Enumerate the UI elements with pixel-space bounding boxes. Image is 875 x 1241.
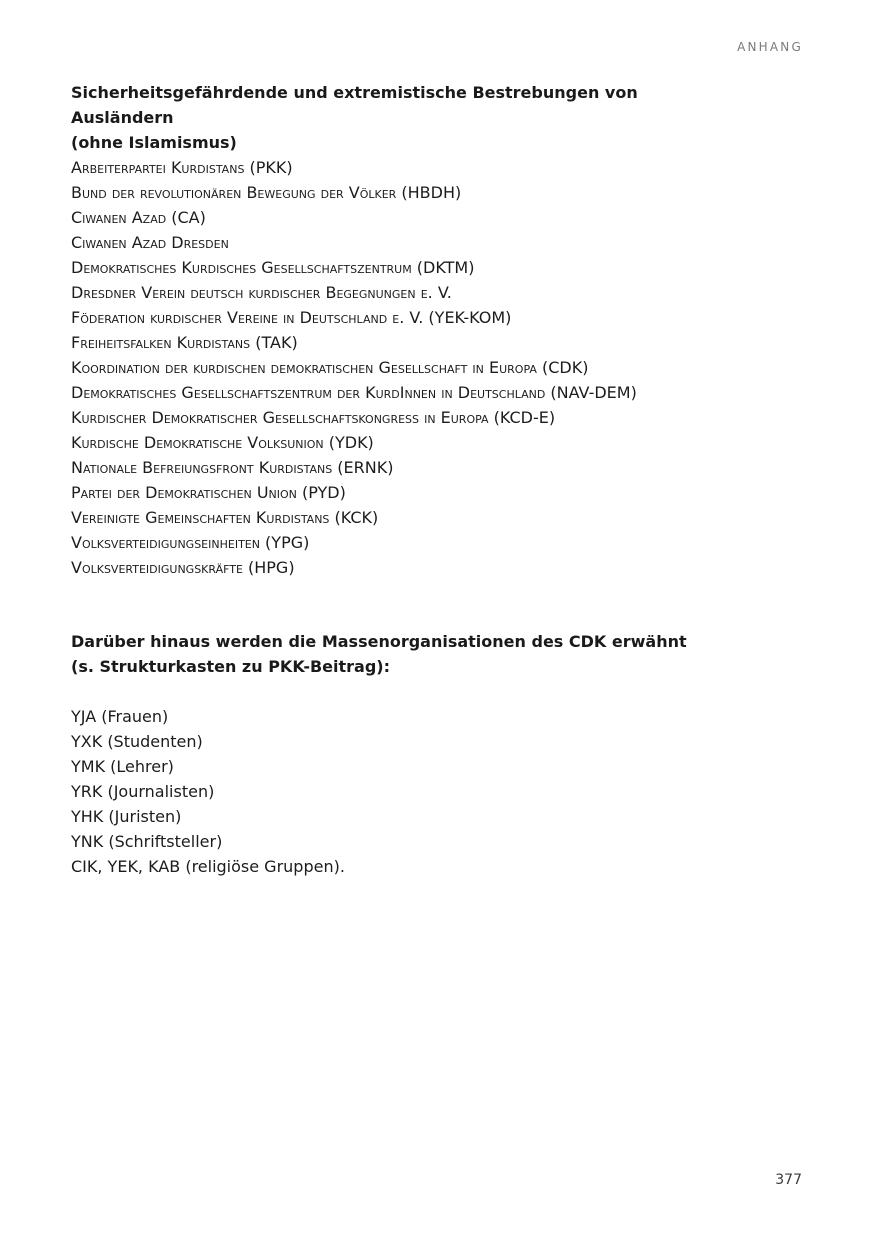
list-item: Dresdner Verein deutsch kurdischer Begegnungen e. V. [71,283,452,302]
heading-line: Sicherheitsgefährdende und extremistische Bestrebungen von Ausländern [71,83,638,127]
list-item: Bund der revolutionären Bewegung der Völker (HBDH) [71,183,462,202]
list-item: Freiheitsfalken Kurdistans (TAK) [71,333,298,352]
list-item: YXK (Studenten) [71,732,203,751]
page-number: 377 [775,1172,802,1188]
mass-organization-list [71,704,345,879]
list-item: Kurdische Demokratische Volksunion (YDK) [71,433,374,452]
section-heading-mass-organizations [71,629,711,679]
list-item: YRK (Journalisten) [71,782,215,801]
list-item: Ciwanen Azad Dresden [71,233,229,252]
list-item: Volksverteidigungskräfte (HPG) [71,558,295,577]
running-head: ANHANG [737,40,803,54]
list-item: YJA (Frauen) [71,707,169,726]
heading-line: (s. Strukturkasten zu PKK-Beitrag): [71,657,391,676]
list-item: Koordination der kurdischen demokratischen Gesellschaft in Europa (CDK) [71,358,589,377]
section-heading-foreign-extremism [71,80,711,155]
list-item: Vereinigte Gemeinschaften Kurdistans (KCK) [71,508,379,527]
list-item: Kurdischer Demokratischer Gesellschaftskongress in Europa (KCD-E) [71,408,556,427]
list-item: CIK, YEK, KAB (religiöse Gruppen). [71,857,345,876]
list-item: Nationale Befreiungsfront Kurdistans (ERNK) [71,458,394,477]
organization-list [71,155,637,580]
list-item: YHK (Juristen) [71,807,182,826]
list-item: Demokratisches Gesellschaftszentrum der KurdInnen in Deutschland (NAV-DEM) [71,383,637,402]
list-item: YMK (Lehrer) [71,757,174,776]
heading-line: (ohne Islamismus) [71,133,237,152]
list-item: Ciwanen Azad (CA) [71,208,206,227]
list-item: Demokratisches Kurdisches Gesellschaftszentrum (DKTM) [71,258,475,277]
list-item: Volksverteidigungseinheiten (YPG) [71,533,310,552]
list-item: Föderation kurdischer Vereine in Deutschland e. V. (YEK-KOM) [71,308,512,327]
list-item: YNK (Schriftsteller) [71,832,223,851]
heading-line: Darüber hinaus werden die Massenorganisationen des CDK erwähnt [71,632,687,651]
list-item: Arbeiterpartei Kurdistans (PKK) [71,158,293,177]
list-item: Partei der Demokratischen Union (PYD) [71,483,346,502]
